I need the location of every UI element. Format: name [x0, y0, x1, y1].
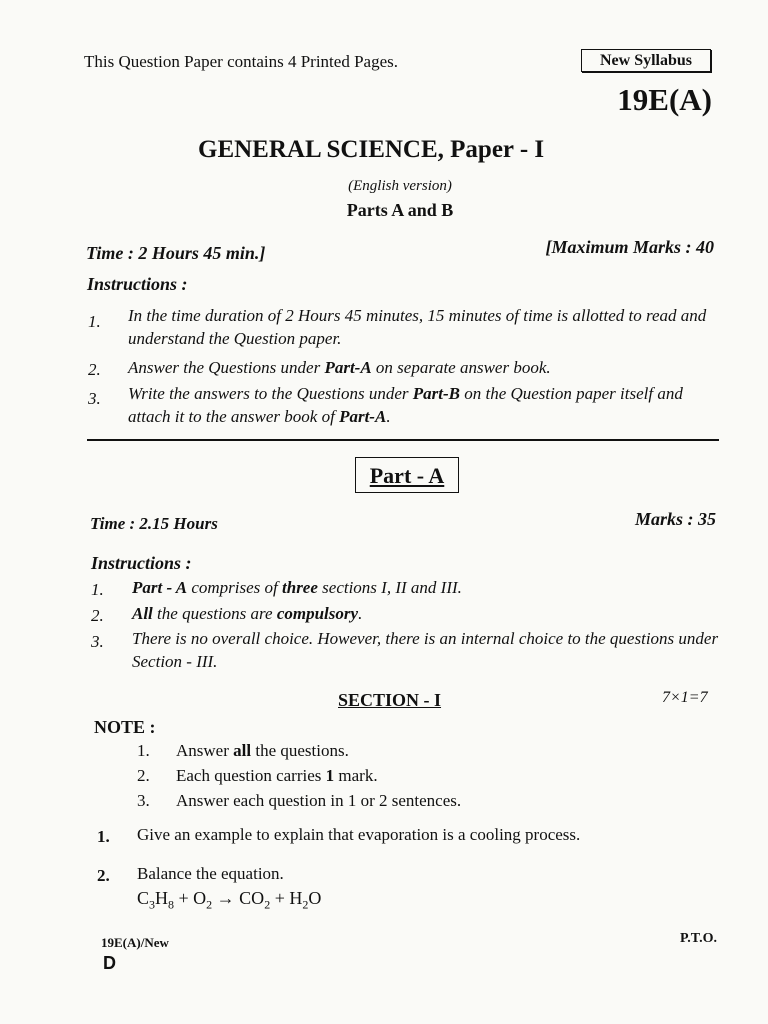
- note-number: 1.: [137, 741, 150, 760]
- part-a-marks: Marks : 35: [634, 509, 716, 529]
- instruction-number: 3.: [88, 389, 101, 408]
- note-number: 2.: [137, 766, 150, 785]
- instruction-text: All the questions are compulsory.: [132, 604, 363, 623]
- paper-title: GENERAL SCIENCE, Paper - I: [198, 136, 545, 163]
- instruction-number: 3.: [91, 632, 104, 651]
- footer-paper-code: 19E(A)/New: [101, 935, 169, 950]
- note-number: 3.: [137, 791, 150, 810]
- section-marks: 7×1=7: [662, 689, 708, 706]
- section-title: SECTION - I: [338, 690, 442, 710]
- page-count-note: This Question Paper contains 4 Printed Pages.: [84, 52, 398, 71]
- note-text: Each question carries 1 mark.: [176, 766, 378, 785]
- instructions-heading: Instructions :: [87, 274, 188, 294]
- part-a-time: Time : 2.15 Hours: [90, 514, 218, 533]
- paper-code: 19E(A): [617, 82, 712, 117]
- question-number: 1.: [97, 827, 110, 846]
- question-number: 2.: [97, 866, 110, 885]
- footer-set-letter: D: [103, 953, 116, 973]
- note-text: Answer all the questions.: [176, 741, 349, 760]
- total-time: Time : 2 Hours 45 min.]: [86, 243, 266, 263]
- syllabus-badge: New Syllabus: [581, 49, 711, 72]
- horizontal-rule: [87, 439, 719, 441]
- instruction-text: Answer the Questions under Part-A on separate answer book.: [128, 358, 551, 377]
- please-turn-over: P.T.O.: [680, 931, 717, 946]
- instruction-number: 1.: [88, 312, 101, 331]
- parts-heading: Parts A and B: [346, 200, 454, 220]
- chemical-equation: $C_3H_8 + O_2 \to CO_2 + H_2O$: [137, 888, 322, 912]
- instruction-number: 2.: [91, 606, 104, 625]
- instruction-text: Part - A comprises of three sections I, II and III.: [132, 578, 462, 597]
- maximum-marks: [Maximum Marks : 40: [545, 237, 714, 257]
- language-version: (English version): [348, 178, 452, 194]
- note-text: Answer each question in 1 or 2 sentences.: [176, 791, 462, 810]
- part-a-label: Part - A: [355, 457, 459, 493]
- part-a-instructions-heading: Instructions :: [91, 553, 192, 573]
- instruction-text: Write the answers to the Questions under Part-B on the Question paper itself and attach it to the answer book of Part-A.: [128, 384, 683, 426]
- instruction-number: 2.: [88, 360, 101, 379]
- question-text: Give an example to explain that evaporation is a cooling process.: [137, 825, 581, 844]
- question-text: Balance the equation.: [137, 864, 284, 883]
- instruction-text: In the time duration of 2 Hours 45 minutes, 15 minutes of time is allotted to read and understand the Question paper.: [128, 306, 707, 348]
- instruction-text: There is no overall choice. However, there is an internal choice to the questions under Section - III.: [132, 629, 719, 671]
- note-label: NOTE :: [94, 717, 156, 737]
- instruction-number: 1.: [91, 580, 104, 599]
